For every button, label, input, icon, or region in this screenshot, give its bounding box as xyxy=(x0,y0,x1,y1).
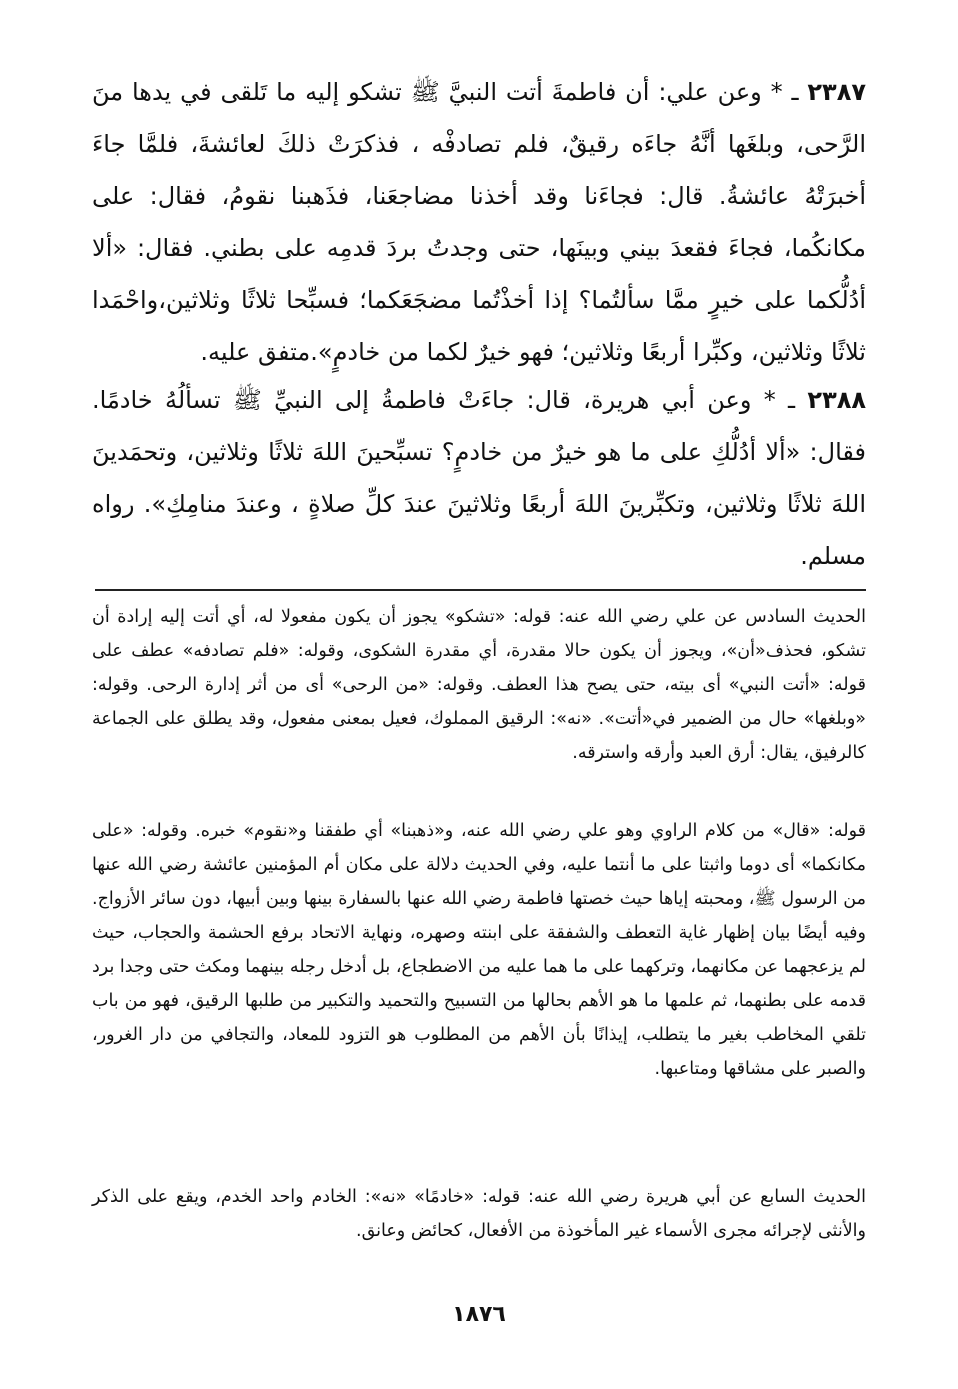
commentary-note: الحديث السادس عن علي رضي الله عنه: قوله: «تشكو» يجوز أن يكون مفعولا له، أي أتت إليه إرادة أن تشكو، فحذف«أن»، ويجوز أن يكون حالا مقدرة، أي مقدرة الشكوى، وقوله: «فلم تصادفه» عطف على قوله: «أتت النبي» أى بيته، حتى يصح هذا العطف. وقوله: «من الرحى» أى من أثر إدارة الرحى. وقوله: «وبلغها» حال من الضمير في«أتت». «نه»: الرقيق المملوك، فعيل بمعنى مفعول، وقد يطلق على الجماعة كالرفيق، يقال: أرق العبد وأرقه واسترقه. xyxy=(92,607,866,763)
hadith-2387 xyxy=(92,66,866,378)
hadith-2388 xyxy=(92,374,866,582)
hadith-number: ٢٣٨٧ xyxy=(807,78,866,106)
hadith-text: ـ * وعن علي: أن فاطمةَ أتت النبيَّ ﷺ تشكو إليه ما تَلقى في يدها منَ الرَّحى، وبلغَها أنَّهُ جاءَه رقيقٌ، فلم تصادفْه ، فذكرَتْ ذلكَ لعائشةَ، فلمَّا جاءَ أخبرَتْهُ عائشةُ. قال: فجاءَنا وقد أخذنا مضاجعَنا، فذَهبنا نقومُ، فقال: على مكانكُما، فجاءَ فقعدَ بيني وبينَها، حتى وجدتُ بردَ قدمِه على بطني. فقال: «ألا أدُلُّكما على خيرٍ ممَّا سألتُما؟ إذا أخذْتُما مضجَعَكما؛ فسبِّحا ثلاثًا وثلاثين،واحْمَدا ثلاثًا وثلاثين، وكبِّرا أربعًا وثلاثين؛ فهو خيرٌ لكما من خادمٍ».متفق عليه. xyxy=(92,78,866,366)
commentary-note: قوله: «قال» من كلام الراوي وهو علي رضي الله عنه، و«ذهبنا» أي طفقنا و«نقوم» خبره. وقوله: «على مكانكما» أى دوما واثبتا على ما أنتما عليه، وفي الحديث دلالة على مكان أم المؤمنين عائشة رضي الله عنها من الرسول ﷺ، ومحبته إياها حيث خصتها فاطمة رضي الله عنها بالسفارة بينها وبين أبيها، دون سائر الأزواج. وفيه أيضًا بيان إظهار غاية التعطف والشفقة على ابنته وصهره، ونهاية الاتحاد برفع الحشمة والحجاب، حيث لم يزعجهما عن مكانهما، وتركهما على ما هما عليه من الاضطجاع، بل أدخل رجله بينهما ومكث حتى وجدا برد قدمه على بطنهما، ثم علمها ما هو الأهم بحالها من التسبيح والتحميد والتكبير من طلبها الرقيق، فهو من باب تلقي المخاطب بغير ما يتطلب، إيذانًا بأن الأهم من المطلوب هو التزود للمعاد، والتجافي من دار الغرور، والصبر على مشاقها ومتاعبها. xyxy=(92,821,866,1079)
hadith-text: ـ * وعن أبي هريرة، قال: جاءَتْ فاطمةُ إلى النبيِّ ﷺ تسألُهُ خادمًا. فقال: «ألا أدُلُّكِ على ما هو خيرٌ من خادمٍ؟ تسبِّحينَ اللهَ ثلاثًا وثلاثين، وتحمَدينَ اللهَ ثلاثًا وثلاثين، وتكبِّرينَ اللهَ أربعًا وثلاثينَ عندَ كلِّ صلاةٍ ، وعندَ منامِكِ». رواه مسلم. xyxy=(92,386,866,570)
hadith-number: ٢٣٨٨ xyxy=(807,386,867,414)
footnote-divider xyxy=(95,589,866,591)
commentary-note: الحديث السابع عن أبي هريرة رضي الله عنه: قوله: «خادمًا» «نه»: الخادم واحد الخدم، ويقع على الذكر والأنثى لإجرائه مجرى الأسماء غير المأخوذة من الأفعال، كحائض وعانق. xyxy=(92,1187,866,1241)
page-number: ١٨٧٦ xyxy=(452,1302,506,1327)
